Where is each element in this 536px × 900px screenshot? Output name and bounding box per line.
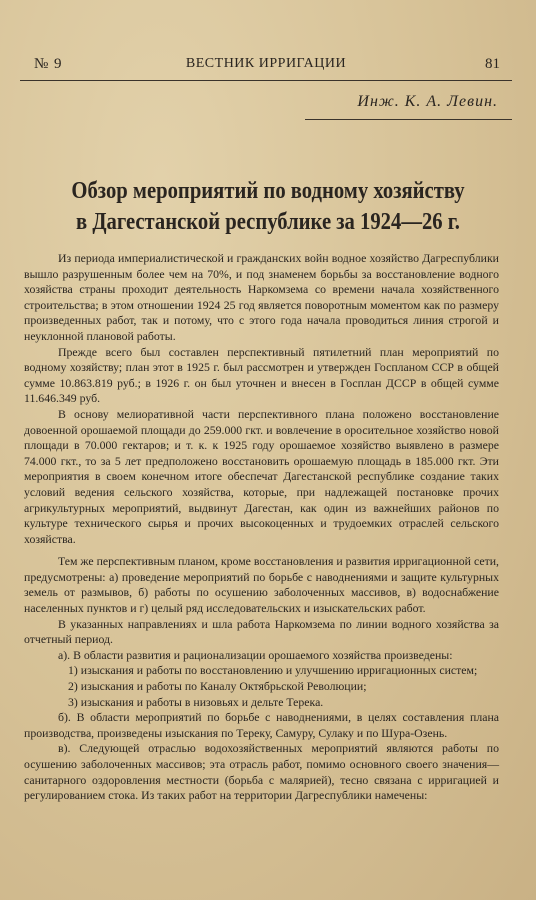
running-header (22, 56, 510, 78)
list-item: 2) изыскания и работы по Каналу Октябрьской Революции; (68, 679, 367, 694)
paragraph: Прежде всего был составлен перспективный пятилетний план мероприятий по водному хозяйству; план этот в 1925 г. был рассмотрен и утвержден Госпланом ССР в общей сумме 10.863.819 руб.; в 1926 г. он был уточнен и внесен в Госплан ДССР в общей сумме 11.646.349 руб. (24, 344, 499, 406)
list-item: 1) изыскания и работы по восстановлению и улучшению ирригационных систем; (68, 663, 478, 678)
article-title (58, 176, 478, 238)
author-rule (305, 119, 512, 120)
page-number: 81 (485, 56, 500, 72)
issue-number: № 9 (34, 56, 63, 72)
paragraph: а). В области развития и рационализации орошаемого хозяйства произведены: (58, 647, 453, 662)
article-title-line-1: Обзор мероприятий по водному хозяйству (71, 178, 465, 204)
article-author: Инж. К. А. Левин. (357, 93, 498, 110)
article-title-line-2: в Дагестанской республике за 1924—26 г. (76, 209, 460, 235)
journal-title: ВЕСТНИК ИРРИГАЦИИ (185, 56, 347, 71)
header-rule (20, 80, 512, 81)
paragraph: В указанных направлениях и шла работа Наркомзема по линии водного хозяйства за отчетный период. (24, 616, 499, 647)
paragraph: Из периода империалистической и гражданских войн водное хозяйство Дагреспублики вышло разрушенным более чем на 70%, и под знаменем борьбы за восстановление водного хозяйства страны проходит деятельность Наркомзема со времени начала хозяйственного строительства; в этом отношении 1924 25 год является поворотным моментом как по размеру произведенных работ, так и потому, что с этого года начала проводиться линия строгой и неуклонной плановой работы. (24, 251, 499, 343)
paragraph: В основу мелиоративной части перспективного плана положено восстановление довоенной орошаемой площади до 259.000 гкт. и вовлечение в оросительное хозяйство новой площади в 70.000 гектаров; и т. к. к 1925 году орошаемое хозяйство выявлено в размере 74.000 гкт., то за 5 лет предположено восстановить орошаемую площадь в 185.000 гкт. Эти мероприятия в своем конечном итоге обеспечат Дагестанской республике создание таких условий ведения сельского хозяйства, которые, при надлежащей постановке прочих агрикультурных мероприятий, выдвинут Дагестан, как один из важнейших районов по культуре технического сырья и прочих высокоценных и трудоемких отраслей сельского хозяйства. (24, 406, 499, 546)
list-item: 3) изыскания и работы в низовьях и дельте Терека. (68, 694, 324, 709)
article-body (24, 251, 499, 804)
paragraph: в). Следующей отраслью водохозяйственных мероприятий являются работы по осушению заболоченных массивов; эта отрасль работ, помимо основного своего значения—санитарного оздоровления местности (борьба с малярией), тесно связана с ирригацией и регулированием стока. Из таких работ на территории Дагреспублики намечены: (24, 741, 499, 803)
paragraph: Тем же перспективным планом, кроме восстановления и развития ирригационной сети, предусмотрены: а) проведение мероприятий по борьбе с наводнениями и защите культурных земель от размывов, б) работы по осушению заболоченных массивов, в) водоснабжение населенных пунктов и г) целый ряд исследовательских и изыскательских работ. (24, 554, 499, 616)
paragraph: б). В области мероприятий по борьбе с наводнениями, в целях составления плана производства, произведены изыскания по Тереку, Самуру, Сулаку и по Шура-Озень. (24, 710, 499, 740)
